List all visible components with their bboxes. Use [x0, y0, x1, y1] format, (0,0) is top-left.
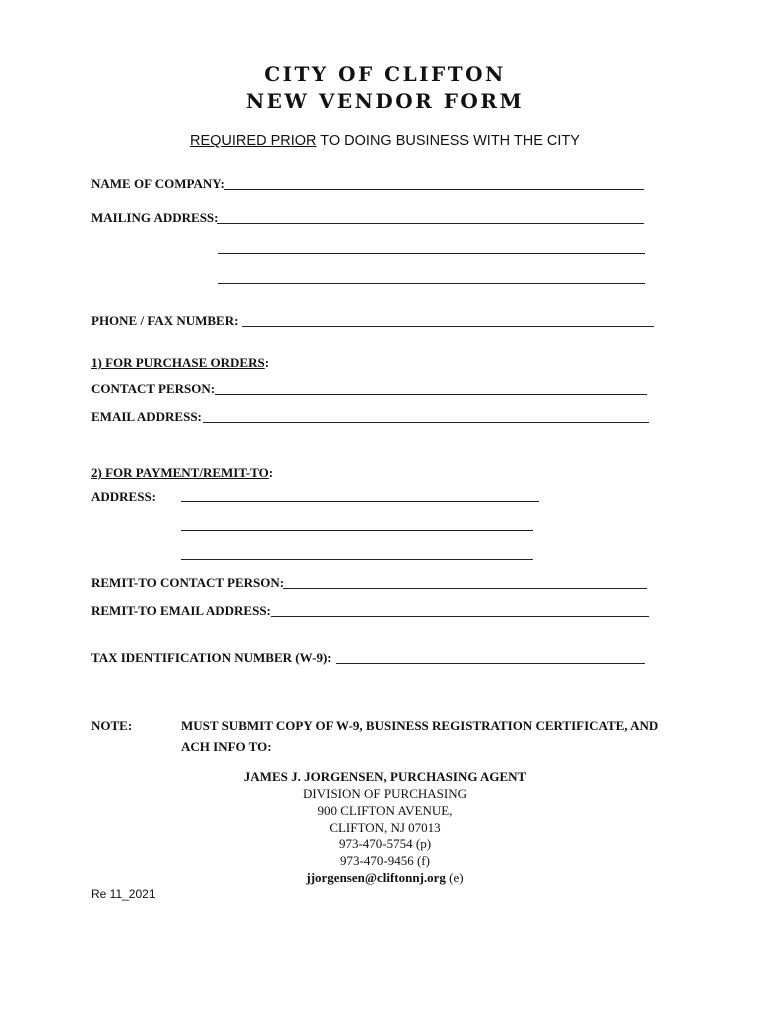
email-address-label: EMAIL ADDRESS:: [91, 409, 202, 424]
form-title-line1: CITY OF CLIFTON: [264, 62, 506, 86]
revision-label: Re 11_2021: [91, 887, 156, 901]
form-subtitle: [0, 133, 770, 149]
remit-email-line[interactable]: [271, 616, 649, 617]
tax-id-line[interactable]: [336, 663, 645, 664]
contact-email[interactable]: jjorgensen@cliftonnj.org: [306, 870, 446, 885]
contact-email-suffix: (e): [445, 870, 464, 885]
payment-heading-text: 2) FOR PAYMENT/REMIT-TO: [91, 465, 269, 480]
purchase-orders-heading-colon: :: [264, 355, 270, 370]
note-text: MUST SUBMIT COPY OF W-9, BUSINESS REGISTRATION CERTIFICATE, AND ACH INFO TO:: [181, 718, 659, 754]
contact-street: 900 CLIFTON AVENUE,: [317, 803, 453, 818]
payment-heading: [91, 465, 273, 481]
remit-address-line-2[interactable]: [181, 530, 533, 531]
payment-heading-colon: :: [268, 465, 274, 480]
remit-contact-line[interactable]: [283, 588, 647, 589]
phone-fax-line[interactable]: [242, 326, 654, 327]
tax-id-label: TAX IDENTIFICATION NUMBER (W-9):: [91, 650, 332, 665]
form-title-line2: NEW VENDOR FORM: [245, 89, 525, 113]
remit-address-line-3[interactable]: [181, 559, 533, 560]
mailing-address-line-1[interactable]: [217, 223, 644, 224]
contact-email-line: [0, 870, 770, 887]
contact-person-label: CONTACT PERSON:: [91, 381, 216, 396]
purchase-orders-heading: [91, 355, 269, 371]
mailing-address-line-2[interactable]: [218, 253, 645, 254]
contact-fax: 973-470-9456 (f): [340, 853, 430, 868]
remit-email-label: REMIT-TO EMAIL ADDRESS:: [91, 603, 271, 618]
phone-fax-label: PHONE / FAX NUMBER:: [91, 313, 239, 328]
company-name-label: NAME OF COMPANY:: [91, 176, 225, 191]
mailing-address-line-3[interactable]: [218, 283, 645, 284]
subtitle-required-prior: REQUIRED PRIOR: [190, 133, 317, 149]
remit-address-line-1[interactable]: [181, 501, 539, 502]
purchase-orders-heading-text: 1) FOR PURCHASE ORDERS: [91, 355, 265, 370]
remit-address-label: ADDRESS:: [91, 489, 157, 504]
contact-phone: 973-470-5754 (p): [338, 836, 432, 851]
email-address-line[interactable]: [203, 422, 649, 423]
company-name-line[interactable]: [224, 189, 644, 190]
contact-person-line[interactable]: [215, 394, 647, 395]
contact-division: DIVISION OF PURCHASING: [303, 786, 467, 801]
mailing-address-label: MAILING ADDRESS:: [91, 210, 219, 225]
contact-city: CLIFTON, NJ 07013: [329, 820, 441, 835]
contact-name: JAMES J. JORGENSEN, PURCHASING AGENT: [243, 769, 527, 784]
subtitle-rest: TO DOING BUSINESS WITH THE CITY: [316, 133, 580, 149]
note-label: NOTE:: [91, 718, 133, 733]
remit-contact-label: REMIT-TO CONTACT PERSON:: [91, 575, 285, 590]
